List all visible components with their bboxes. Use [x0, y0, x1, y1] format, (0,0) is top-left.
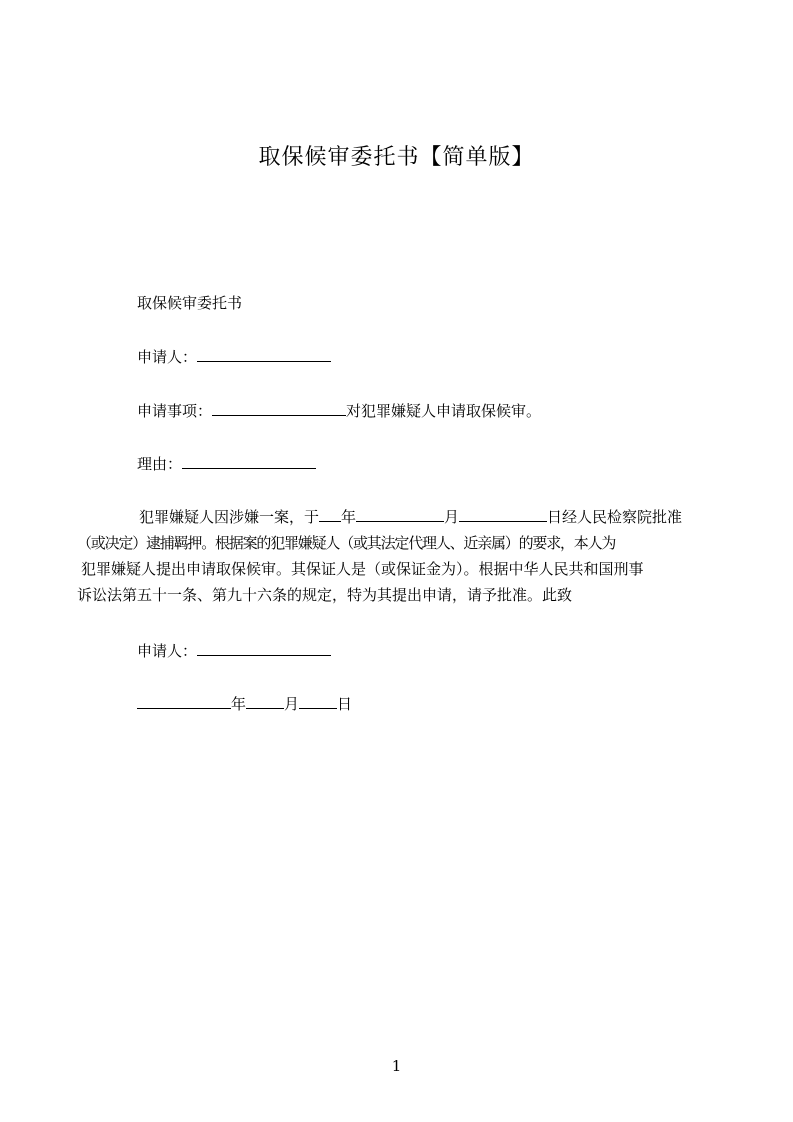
- month-blank: [459, 507, 547, 522]
- paragraph-line-1: [139, 506, 682, 527]
- paragraph-line-4: 诉讼法第五十一条、第九十六条的规定，特为其提出申请，请予批准。此致: [77, 586, 573, 604]
- document-title: 取保候审委托书【简单版】: [258, 145, 535, 170]
- date-day-blank: [299, 694, 337, 709]
- signature-label: 申请人：: [137, 642, 198, 660]
- para-text-month: 月: [444, 508, 460, 526]
- date-year-label: 年: [231, 695, 247, 713]
- para-text-1d: 日经人民检察院批准: [547, 508, 683, 526]
- date-day-label: 日: [337, 695, 353, 713]
- paragraph-line-3: 犯罪嫌疑人提出申请取保候审。其保证人是（或保证金为）。根据中华人民共和国刑事: [81, 560, 644, 578]
- signature-blank: [197, 641, 331, 656]
- matter-blank: [212, 401, 346, 416]
- matter-line: [137, 400, 541, 421]
- applicant-label: 申请人：: [137, 348, 198, 366]
- reason-blank: [182, 454, 316, 469]
- date-line: [137, 693, 352, 714]
- reason-line: [137, 453, 316, 474]
- case-blank: [319, 507, 341, 522]
- heading: 取保候审委托书: [137, 294, 243, 312]
- year-blank: [356, 507, 444, 522]
- matter-label: 申请事项：: [137, 402, 213, 420]
- reason-label: 理由：: [137, 455, 183, 473]
- date-month-label: 月: [284, 695, 300, 713]
- applicant-blank: [197, 347, 331, 362]
- page-number: 1: [391, 1057, 402, 1075]
- matter-suffix: 对犯罪嫌疑人申请取保候审。: [346, 402, 542, 420]
- paragraph-line-2: （或决定）逮捕羁押。根据案的犯罪嫌疑人（或其法定代理人、近亲属）的要求，本人为: [77, 534, 616, 552]
- date-month-blank: [246, 694, 284, 709]
- signature-line: [137, 640, 331, 661]
- para-text-year: 年: [341, 508, 357, 526]
- para-text-1a: 犯罪嫌疑人因涉嫌一案，于: [139, 508, 320, 526]
- applicant-line: [137, 346, 331, 367]
- date-year-blank: [137, 694, 231, 709]
